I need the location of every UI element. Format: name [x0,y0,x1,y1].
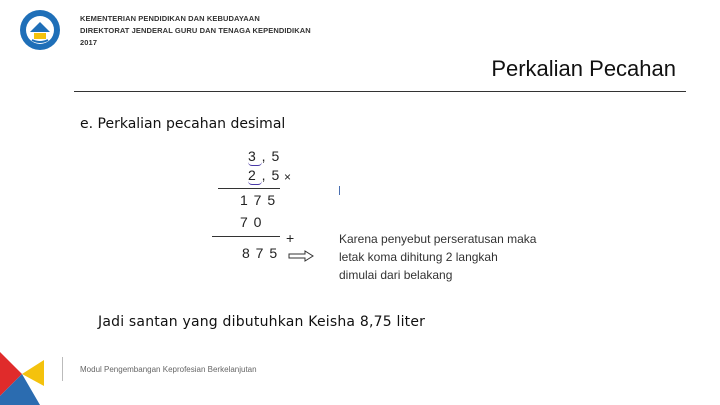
footer-divider [62,357,63,381]
partial-product-2: 7 0 [240,214,263,230]
decimal-step-mark [248,181,262,185]
section-heading: e. Perkalian pecahan desimal [80,116,286,132]
org-line-2: DIREKTORAT JENDERAL GURU DAN TENAGA KEPENDIDIKAN [80,26,311,35]
right-arrow-icon [288,250,314,262]
multiplier: 2 , 5 [248,167,281,183]
second-rule [212,236,280,237]
product-result: 8 7 5 [242,245,279,261]
tut-wuri-handayani-logo-icon [18,8,62,52]
explanation-line-1: Karena penyebut perseratusan maka [339,232,537,246]
organization-name [80,13,311,49]
decimal-step-mark [248,162,262,166]
cursor-mark [339,186,340,195]
multiply-sign: × [284,170,292,184]
org-line-1: KEMENTERIAN PENDIDIKAN DAN KEBUDAYAAN [80,14,260,23]
footer-text: Modul Pengembangan Keprofesian Berkelanjutan [80,365,257,374]
slide-title: Perkalian Pecahan [491,56,676,81]
plus-sign: + [286,230,295,246]
multiplication-work [210,146,310,266]
first-rule [218,188,280,189]
org-line-3: 2017 [80,38,98,47]
explanation-line-2: letak koma dihitung 2 langkah [339,250,498,264]
explanation-text [339,230,536,284]
answer-text: Jadi santan yang dibutuhkan Keisha 8,75 liter [98,314,426,330]
corner-decoration-icon [0,352,48,405]
partial-product-1: 1 7 5 [240,192,277,208]
title-divider [74,91,686,92]
multiplicand: 3 , 5 [248,148,281,164]
explanation-line-3: dimulai dari belakang [339,268,453,282]
